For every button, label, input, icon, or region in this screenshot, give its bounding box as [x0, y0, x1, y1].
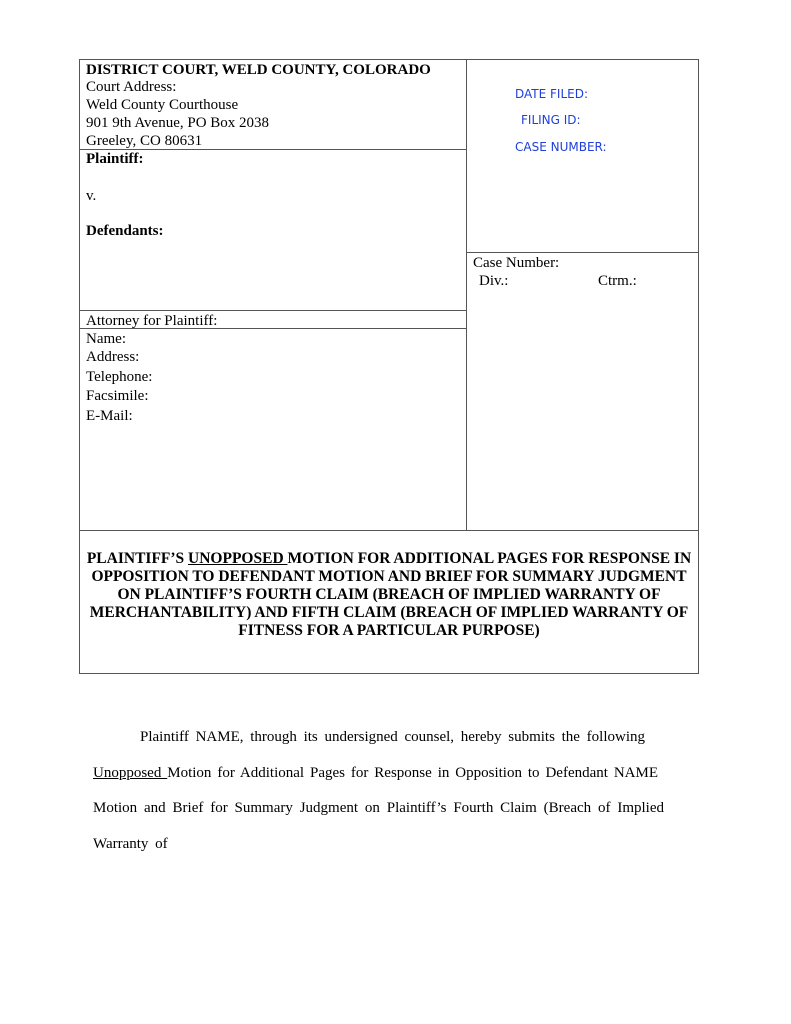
- motion-title: [80, 550, 698, 640]
- defendants-label: Defendants:: [86, 223, 164, 239]
- motion-title-line5: FITNESS FOR A PARTICULAR PURPOSE): [238, 622, 540, 639]
- body-line2: Unopposed Motion for Additional Pages for Response in Opposition to Defendant NAME: [93, 765, 658, 781]
- attorney-facsimile-label: Facsimile:: [86, 388, 149, 404]
- attorney-telephone-label: Telephone:: [86, 369, 153, 385]
- case-number-stamp-label: CASE NUMBER:: [515, 140, 607, 154]
- court-address-line1: Weld County Courthouse: [86, 97, 239, 113]
- court-address-line3: Greeley, CO 80631: [86, 133, 203, 149]
- attorney-header: Attorney for Plaintiff:: [86, 313, 218, 329]
- division-label: Div.:: [479, 273, 509, 289]
- case-number-label: Case Number:: [473, 255, 560, 271]
- motion-title-line2: OPPOSITION TO DEFENDANT MOTION AND BRIEF FOR SUMMARY JUDGMENT: [91, 568, 687, 585]
- filing-id-label: FILING ID:: [521, 113, 581, 127]
- attorney-email-label: E-Mail:: [86, 408, 133, 424]
- court-name: DISTRICT COURT, WELD COUNTY, COLORADO: [86, 62, 431, 78]
- courtroom-label: Ctrm.:: [598, 273, 637, 289]
- versus-label: v.: [86, 188, 97, 204]
- stamp-divider: [466, 252, 699, 253]
- title-divider: [79, 530, 699, 531]
- attorney-address-label: Address:: [86, 349, 140, 365]
- court-address-line2: 901 9th Avenue, PO Box 2038: [86, 115, 270, 131]
- attorney-name-label: Name:: [86, 331, 126, 347]
- caption-vertical-divider: [466, 59, 467, 531]
- body-line3: Motion and Brief for Summary Judgment on Plaintiff’s Fourth Claim (Breach of Implied: [93, 800, 664, 816]
- motion-title-line3: ON PLAINTIFF’S FOURTH CLAIM (BREACH OF IMPLIED WARRANTY OF: [117, 586, 661, 603]
- court-address-label: Court Address:: [86, 79, 177, 95]
- body-line4: Warranty of: [93, 836, 168, 852]
- date-filed-label: DATE FILED:: [515, 87, 589, 101]
- body-line1: Plaintiff NAME, through its undersigned counsel, hereby submits the following: [140, 729, 645, 745]
- plaintiff-label: Plaintiff:: [86, 151, 144, 167]
- parties-divider: [79, 310, 467, 311]
- motion-title-line4: MERCHANTABILITY) AND FIFTH CLAIM (BREACH OF IMPLIED WARRANTY OF: [89, 604, 689, 621]
- motion-title-line1: PLAINTIFF’S UNOPPOSED MOTION FOR ADDITIONAL PAGES FOR RESPONSE IN: [86, 550, 692, 567]
